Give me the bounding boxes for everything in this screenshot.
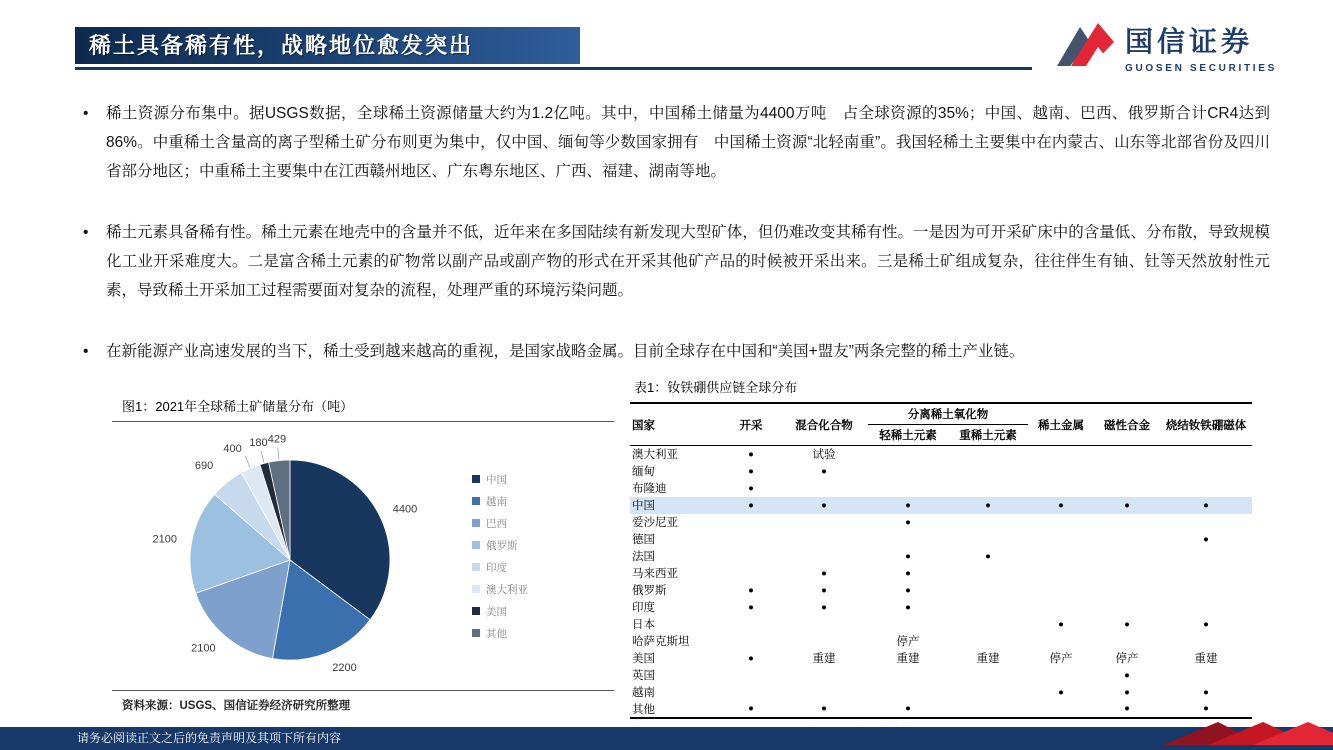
- table-cell: [722, 633, 780, 650]
- bullet-list: [80, 100, 1270, 399]
- legend-item-澳大利亚: [472, 582, 528, 597]
- country-cell: 中国: [632, 500, 655, 512]
- col-header-mining: 开采: [739, 419, 763, 432]
- table-cell: [722, 531, 780, 548]
- table-cell: ●: [1058, 618, 1064, 630]
- table-row-中国: [630, 497, 1252, 514]
- table-cell: 停产: [1115, 653, 1139, 665]
- pie-value-label: 180: [249, 437, 268, 450]
- country-cell: 缅甸: [632, 466, 655, 478]
- logo-name-en: GUOSEN SECURITIES: [1124, 62, 1277, 74]
- table-cell: 停产: [1049, 653, 1073, 665]
- table-row-哈萨克斯坦: [630, 633, 1252, 650]
- table-cell: [1028, 582, 1094, 599]
- table-cell: [1094, 480, 1160, 497]
- table-cell: [1094, 446, 1160, 463]
- bullet-item: • 在新能源产业高速发展的当下，稀土受到越来越高的重视，是国家战略金属。目前全球存在中国和“美国+盟友”两条完整的稀土产业链。: [80, 338, 1270, 367]
- legend-item-美国: [472, 604, 528, 619]
- table-cell: [1160, 565, 1252, 582]
- table-cell: ●: [748, 499, 754, 511]
- col-header-separated: 分离稀土氧化物: [868, 403, 1028, 425]
- country-cell: 俄罗斯: [632, 585, 667, 597]
- table-cell: [948, 633, 1028, 650]
- table-cell: [1094, 548, 1160, 565]
- table-cell: [1028, 667, 1094, 684]
- logo-text: [1125, 20, 1277, 74]
- table-cell: ●: [748, 482, 754, 494]
- table-cell: [1028, 548, 1094, 565]
- table-cell: [780, 616, 868, 633]
- table-cell: [1160, 463, 1252, 480]
- legend-swatch: [472, 585, 480, 593]
- table-row-马来西亚: [630, 565, 1252, 582]
- table-cell: 停产: [896, 636, 920, 648]
- table-cell: [722, 667, 780, 684]
- table-cell: [1160, 633, 1252, 650]
- legend-swatch: [472, 541, 480, 549]
- legend-label: 中国: [486, 473, 507, 486]
- legend-label: 俄罗斯: [486, 539, 518, 552]
- country-cell: 德国: [632, 534, 655, 546]
- table-row-澳大利亚: [630, 446, 1252, 463]
- table-cell: ●: [1203, 686, 1209, 698]
- table-cell: 重建: [1194, 653, 1218, 665]
- table-cell: [1094, 463, 1160, 480]
- col-header-mixed: 混合化合物: [795, 419, 853, 432]
- table-row-法国: [630, 548, 1252, 565]
- table-cell: [780, 633, 868, 650]
- col-header-metal: 稀土金属: [1038, 419, 1084, 432]
- pie-value-label: 2200: [332, 661, 357, 674]
- page-title: 稀土具备稀有性，战略地位愈发突出: [75, 27, 580, 64]
- legend-label: 美国: [486, 605, 507, 618]
- table-row-越南: [630, 684, 1252, 701]
- table-cell: [1160, 446, 1252, 463]
- table-cell: [1028, 531, 1094, 548]
- table-cell: [948, 446, 1028, 463]
- legend-item-中国: [472, 472, 528, 487]
- table-cell: ●: [905, 584, 911, 596]
- legend-item-巴西: [472, 516, 528, 531]
- legend-item-俄罗斯: [472, 538, 528, 553]
- table-row-爱沙尼亚: [630, 514, 1252, 531]
- table-cell: [1028, 480, 1094, 497]
- table-cell: [948, 667, 1028, 684]
- legend-swatch: [472, 607, 480, 615]
- table-cell: ●: [1124, 703, 1130, 714]
- figure-source: 资料来源：USGS、国信证券经济研究所整理: [112, 690, 614, 713]
- bullet-item: • 稀土资源分布集中。据USGS数据，全球稀土资源储量大约为1.2亿吨。其中，中国稀土储量为4400万吨 占全球资源的35%；中国、越南、巴西、俄罗斯合计CR4达到86%。中重稀土含量高的离子型稀土矿分布则更为集中，仅中国、缅甸等少数国家拥有 中国稀土资源“北轻南重”。我国轻稀土主要集中在内蒙古、山东等北部省份及四川省部分地区；中重稀土主要集中在江西赣州地区、广东粤东地区、广西、福建、湖南等地。: [80, 100, 1270, 187]
- table-cell: [1028, 633, 1094, 650]
- table-cell: [780, 667, 868, 684]
- table-cell: [1160, 514, 1252, 531]
- table-cell: [948, 684, 1028, 701]
- table-cell: [1160, 599, 1252, 616]
- legend-swatch: [472, 475, 480, 483]
- figure-caption: 图1：2021年全球稀土矿储量分布（吨）: [112, 393, 614, 422]
- country-cell: 澳大利亚: [632, 449, 678, 462]
- table-cell: ●: [1124, 669, 1130, 681]
- table-cell: [780, 514, 868, 531]
- table-cell: [948, 599, 1028, 616]
- table-caption: 表1：钕铁硼供应链全球分布: [634, 380, 798, 395]
- table-row-印度: [630, 599, 1252, 616]
- country-cell: 日本: [632, 619, 655, 631]
- table-cell: ●: [905, 567, 911, 579]
- table-cell: ●: [1124, 499, 1130, 511]
- country-cell: 越南: [632, 687, 655, 699]
- legend-swatch: [472, 497, 480, 505]
- bullet-item: • 稀土元素具备稀有性。稀土元素在地壳中的含量并不低，近年来在多国陆续有新发现大型矿体，但仍难改变其稀有性。一是因为可开采矿床中的含量低、分布散，导致规模化工业开采难度大。二是富含稀土元素的矿物常以副产品或副产物的形式在开采其他矿产品的时候被开采出来。三是稀土矿组成复杂，往往伴生有铀、钍等天然放射性元素，导致稀土开采加工过程需要面对复杂的流程，处理严重的环境污染问题。: [80, 219, 1270, 306]
- table-cell: [722, 565, 780, 582]
- guosen-logo-icon: [1053, 16, 1117, 77]
- table-cell: [780, 548, 868, 565]
- table-row-缅甸: [630, 463, 1252, 480]
- table-cell: [1028, 565, 1094, 582]
- table-cell: [1160, 548, 1252, 565]
- table-cell: [1028, 463, 1094, 480]
- table-cell: [868, 684, 948, 701]
- country-cell: 美国: [632, 653, 655, 665]
- legend-label: 巴西: [486, 517, 507, 530]
- table-cell: [868, 616, 948, 633]
- table-cell: ●: [748, 448, 754, 460]
- table-cell: [948, 463, 1028, 480]
- table-cell: [868, 531, 948, 548]
- table-cell: [868, 446, 948, 463]
- table-cell: [1094, 582, 1160, 599]
- table-row-美国: [630, 650, 1252, 667]
- table-cell: ●: [748, 584, 754, 596]
- table-cell: [868, 667, 948, 684]
- table-cell: ●: [1203, 703, 1209, 714]
- table-cell: [948, 480, 1028, 497]
- table-cell: [1094, 565, 1160, 582]
- table-cell: ●: [821, 465, 827, 477]
- table-cell: ●: [1203, 618, 1209, 630]
- country-cell: 马来西亚: [632, 568, 678, 580]
- pie-leader-line: [261, 451, 264, 463]
- table-cell: [868, 480, 948, 497]
- country-cell: 爱沙尼亚: [632, 517, 678, 529]
- country-cell: 布隆迪: [632, 483, 667, 495]
- table-row-俄罗斯: [630, 582, 1252, 599]
- pie-value-label: 4400: [392, 503, 418, 516]
- table-cell: [948, 616, 1028, 633]
- table-cell: [1094, 514, 1160, 531]
- table-cell: [722, 616, 780, 633]
- legend-label: 其他: [486, 627, 507, 640]
- table-cell: ●: [1058, 499, 1064, 511]
- table-cell: [722, 684, 780, 701]
- country-cell: 印度: [632, 602, 655, 614]
- table-cell: ●: [1203, 499, 1209, 511]
- country-cell: 英国: [632, 670, 655, 682]
- legend-label: 澳大利亚: [486, 583, 528, 596]
- table-cell: [868, 463, 948, 480]
- table-cell: ●: [1124, 618, 1130, 630]
- company-logo: [1053, 16, 1277, 77]
- table-cell: [948, 531, 1028, 548]
- table-cell: ●: [748, 703, 754, 714]
- table-cell: ●: [985, 550, 991, 562]
- legend-item-越南: [472, 494, 528, 509]
- table-cell: 重建: [896, 653, 920, 665]
- pie-value-label: 2100: [152, 533, 177, 546]
- table-cell: [780, 684, 868, 701]
- pie-chart: [112, 422, 614, 690]
- table-cell: [1160, 582, 1252, 599]
- table-cell: ●: [905, 703, 911, 714]
- table-cell: ●: [821, 567, 827, 579]
- legend-label: 印度: [486, 561, 507, 574]
- table-cell: [948, 582, 1028, 599]
- table-row-布隆迪: [630, 480, 1252, 497]
- table-cell: ●: [821, 584, 827, 596]
- legend-swatch: [472, 519, 480, 527]
- ndfeb-supply-table: [630, 402, 1252, 719]
- table-row-日本: [630, 616, 1252, 633]
- footer-disclaimer: 请务必阅读正文之后的免责声明及其项下所有内容: [77, 731, 342, 745]
- table-cell: ●: [985, 499, 991, 511]
- table-cell: ●: [748, 652, 754, 664]
- table-ndfeb-supply: [630, 377, 1252, 741]
- table-cell: 重建: [812, 653, 836, 665]
- col-header-light-ree: 轻稀土元素: [879, 430, 937, 442]
- country-cell: 哈萨克斯坦: [632, 636, 690, 648]
- pie-leader-line: [278, 448, 279, 460]
- table-cell: ●: [748, 465, 754, 477]
- legend-item-其他: [472, 626, 528, 641]
- footer-bar: [0, 727, 1333, 750]
- table-cell: [1028, 701, 1094, 718]
- table-cell: [1094, 531, 1160, 548]
- table-cell: [1028, 599, 1094, 616]
- table-cell: ●: [1058, 686, 1064, 698]
- table-cell: [948, 514, 1028, 531]
- col-header-magnet: 烧结钕铁硼磁体: [1165, 419, 1247, 432]
- table-row-其他: [630, 701, 1252, 718]
- table-cell: [948, 565, 1028, 582]
- col-header-heavy-ree: 重稀土元素: [959, 430, 1017, 442]
- table-cell: [722, 548, 780, 565]
- col-header-alloy: 磁性合金: [1104, 419, 1150, 432]
- pie-value-label: 690: [194, 460, 214, 473]
- table-cell: [1094, 633, 1160, 650]
- legend-swatch: [472, 563, 480, 571]
- table-cell: [1094, 599, 1160, 616]
- pie-value-label: 400: [223, 443, 242, 455]
- table-cell: ●: [748, 601, 754, 613]
- table-cell: [780, 480, 868, 497]
- table-cell: ●: [1124, 686, 1130, 698]
- pie-leader-line: [245, 456, 250, 467]
- table-cell: ●: [905, 550, 911, 562]
- pie-value-label: 429: [267, 433, 287, 446]
- table-cell: ●: [905, 499, 911, 511]
- table-cell: ●: [821, 499, 827, 511]
- table-cell: [722, 514, 780, 531]
- title-underline: [75, 67, 1032, 70]
- table-cell: ●: [1203, 533, 1209, 545]
- table-cell: [1160, 667, 1252, 684]
- table-cell: [948, 701, 1028, 718]
- legend-swatch: [472, 629, 480, 637]
- col-header-country: 国家: [632, 419, 655, 432]
- table-cell: [1160, 480, 1252, 497]
- table-cell: ●: [905, 601, 911, 613]
- table-cell: [1028, 446, 1094, 463]
- table-cell: ●: [905, 516, 911, 528]
- legend-label: 越南: [486, 495, 507, 508]
- country-cell: 法国: [632, 551, 655, 563]
- table-cell: 试验: [812, 449, 836, 462]
- table-cell: [1028, 514, 1094, 531]
- legend-item-印度: [472, 560, 528, 575]
- figure-reserves: [112, 393, 614, 713]
- table-row-英国: [630, 667, 1252, 684]
- table-cell: ●: [821, 703, 827, 714]
- footer-red-chevrons-icon: [1123, 722, 1333, 750]
- chart-legend: [472, 472, 528, 641]
- pie-chart-svg: [112, 422, 470, 690]
- table-row-德国: [630, 531, 1252, 548]
- table-cell: [780, 531, 868, 548]
- pie-value-label: 2100: [191, 642, 216, 655]
- logo-name-cn: 国信证券: [1124, 25, 1253, 57]
- table-cell: ●: [821, 601, 827, 613]
- country-cell: 其他: [632, 703, 655, 716]
- table-cell: 重建: [976, 653, 1000, 665]
